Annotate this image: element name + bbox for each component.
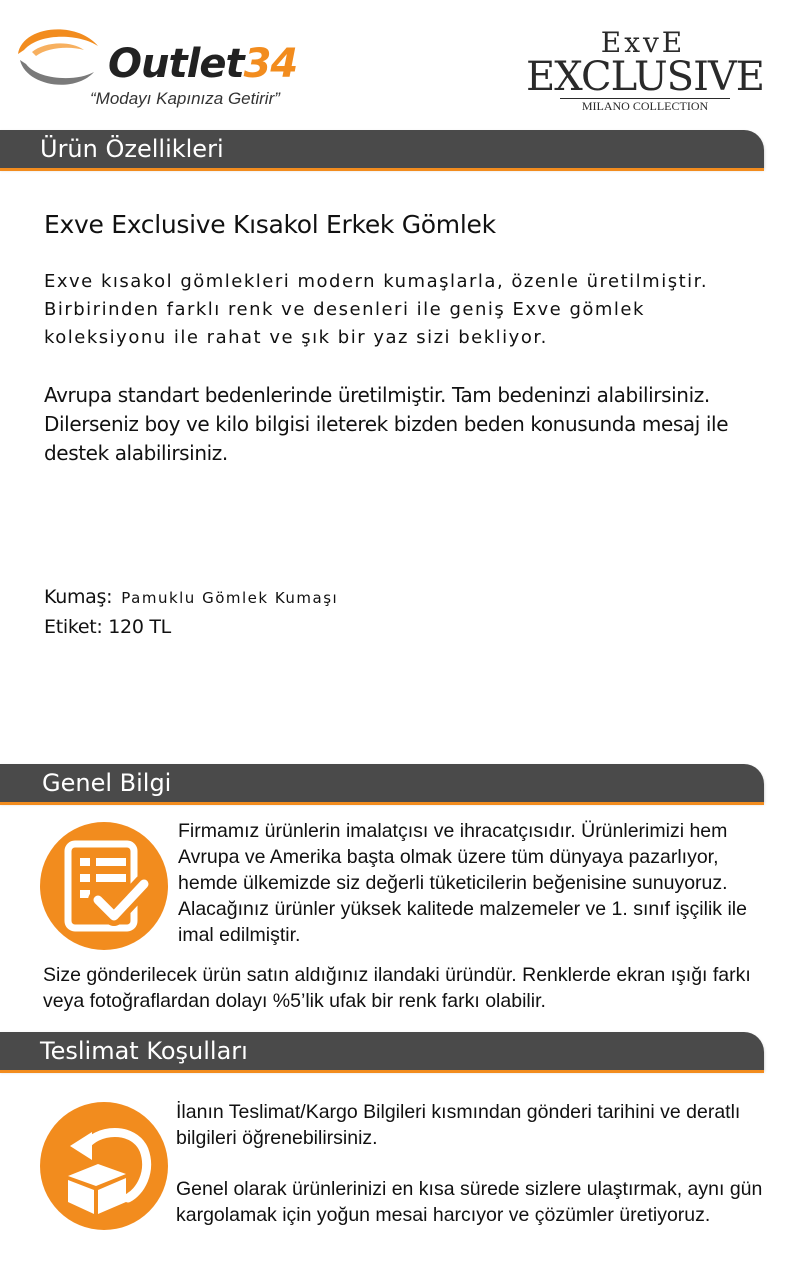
delivery-paragraph-2: Genel olarak ürünlerinizi en kısa sürede sizlere ulaştırmak, aynı gün kargolamak için yoğun mesai harcıyor ve çözümler üretiyoruz. — [176, 1178, 763, 1226]
section-bar-delivery — [0, 1032, 764, 1070]
general-info-paragraph-2: Size gönderilecek ürün satın aldığınız ilandaki üründür. Renklerde ekran ışığı farkı veya fotoğraflardan dolayı %5’lik ufak bir renk farkı olabilir. — [43, 964, 751, 1012]
section-bar-product — [0, 130, 764, 168]
general-info-paragraph-1: Firmamız ürünlerin imalatçısı ve ihracatçısıdır. Ürünlerimizi hem Avrupa ve Amerika başta olmak üzere tüm dünyaya pazarlıyor, hemde ülkemizde siz değerli tüketicilerin beğenisine sunuyoruz. Alacağınız ürünler yüksek kalitede malzemeler ve 1. sınıf işçilik ile imal edilmiştir. — [178, 820, 747, 946]
product-fabric — [44, 583, 338, 612]
product-sizing-info: Avrupa standart bedenlerinde üretilmiştir. Tam bedeninzi alabilirsiniz. Dilerseniz boy ve kilo bilgisi ileterek bizden beden konusunda mesaj ile destek alabilirsiniz. — [44, 383, 729, 465]
brand-name-part2: 34 — [243, 41, 298, 87]
brand-name-part1: Outlet — [108, 41, 244, 87]
section-title-product: Ürün Özellikleri — [40, 135, 224, 163]
return-box-icon — [40, 1102, 168, 1230]
delivery-paragraph-1: İlanın Teslimat/Kargo Bilgileri kısmından gönderi tarihini ve deratlı bilgileri öğrenebilirsiniz. — [176, 1101, 741, 1149]
brand-slogan: “Modayı Kapınıza Getirir” — [90, 89, 280, 108]
partner-logo-sub: MILANO COLLECTION — [560, 98, 730, 114]
section-bar-general — [0, 764, 764, 802]
product-description: Exve kısakol gömlekleri modern kumaşlarla, özenle üretilmiştir. Birbirinden farklı renk ve desenleri ile geniş Exve gömlek koleksiyonu ile rahat ve şık bir yaz sizi bekliyor. — [44, 271, 709, 348]
product-price: Etiket: 120 TL — [44, 616, 171, 638]
outlet34-logo-mark-icon — [14, 16, 100, 96]
section-title-general: Genel Bilgi — [42, 769, 172, 797]
checklist-icon — [40, 822, 168, 950]
partner-logo-main: EXCLUSIVE — [526, 54, 764, 100]
partner-logo-top: ExvE — [600, 26, 686, 59]
fabric-label: Kumaş: — [44, 586, 113, 608]
section-title-delivery: Teslimat Koşulları — [40, 1037, 248, 1065]
outlet34-logo-text — [108, 40, 297, 88]
fabric-value: Pamuklu Gömlek Kumaşı — [121, 589, 339, 607]
product-title: Exve Exclusive Kısakol Erkek Gömlek — [44, 210, 496, 239]
